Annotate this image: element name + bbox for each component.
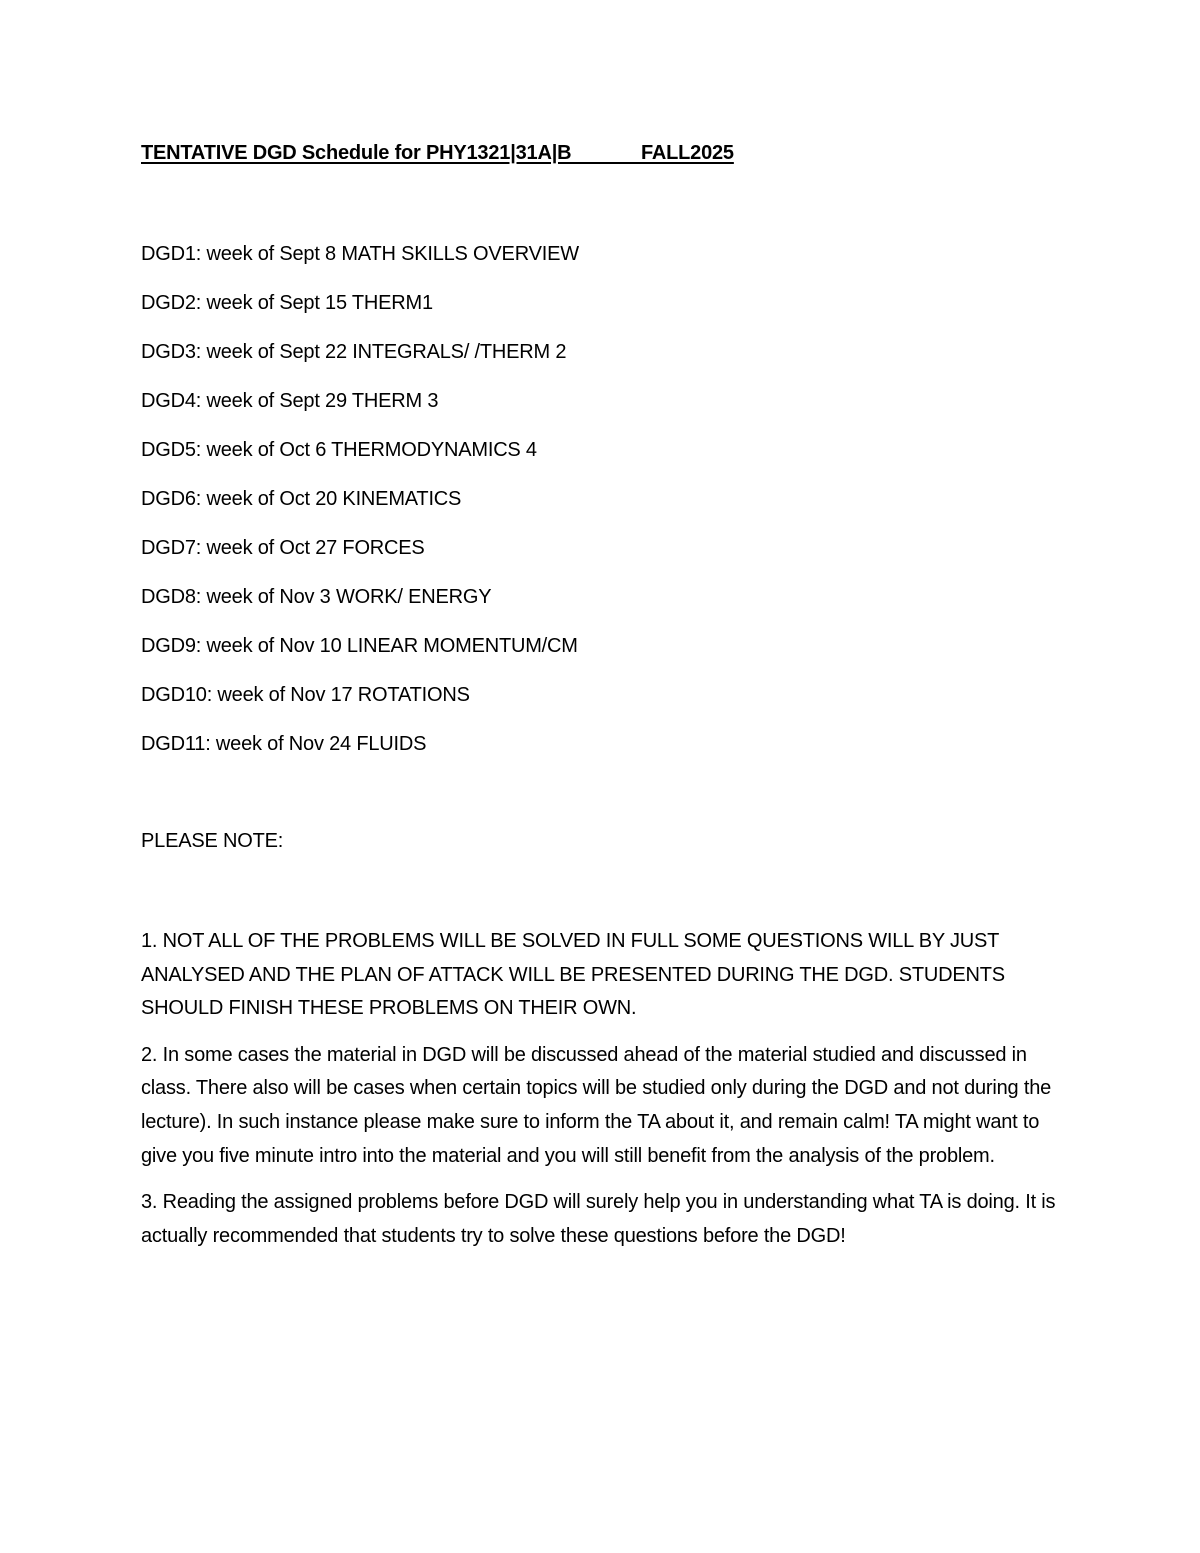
document-title: TENTATIVE DGD Schedule for PHY1321|31A|B FALL2025 <box>141 142 734 164</box>
schedule-item-dgd10: DGD10: week of Nov 17 ROTATIONS <box>141 684 470 706</box>
schedule-item-dgd5: DGD5: week of Oct 6 THERMODYNAMICS 4 <box>141 439 537 461</box>
schedule-item-dgd8: DGD8: week of Nov 3 WORK/ ENERGY <box>141 586 492 608</box>
schedule-item-dgd9: DGD9: week of Nov 10 LINEAR MOMENTUM/CM <box>141 635 578 657</box>
dgd-schedule-list <box>141 240 579 779</box>
schedule-item-dgd3: DGD3: week of Sept 22 INTEGRALS/ /THERM 2 <box>141 341 567 363</box>
schedule-item-dgd11: DGD11: week of Nov 24 FLUIDS <box>141 733 427 755</box>
schedule-item-dgd4: DGD4: week of Sept 29 THERM 3 <box>141 390 439 412</box>
schedule-item-dgd6: DGD6: week of Oct 20 KINEMATICS <box>141 488 462 510</box>
schedule-item-dgd1: DGD1: week of Sept 8 MATH SKILLS OVERVIEW <box>141 243 579 265</box>
please-note-heading: PLEASE NOTE: <box>141 830 284 852</box>
note-paragraph-3: 3. Reading the assigned problems before DGD will surely help you in understanding what TA is doing. It is actually recommended that students try to solve these questions before the DGD! <box>141 1191 1056 1247</box>
notes-section <box>141 925 1061 1266</box>
schedule-item-dgd7: DGD7: week of Oct 27 FORCES <box>141 537 425 559</box>
schedule-item-dgd2: DGD2: week of Sept 15 THERM1 <box>141 292 433 314</box>
note-paragraph-2: 2. In some cases the material in DGD will be discussed ahead of the material studied and discussed in class. There also will be cases when certain topics will be studied only during the DGD and not during the lecture). In such instance please make sure to inform the TA about it, and remain calm! TA might want to give you five minute intro into the material and you will still benefit from the analysis of the problem. <box>141 1043 1052 1167</box>
note-paragraph-1: 1. NOT ALL OF THE PROBLEMS WILL BE SOLVED IN FULL SOME QUESTIONS WILL BY JUST ANALYSED AND THE PLAN OF ATTACK WILL BE PRESENTED DURING THE DGD. STUDENTS SHOULD FINISH THESE PROBLEMS ON THEIR OWN. <box>141 930 1005 1020</box>
